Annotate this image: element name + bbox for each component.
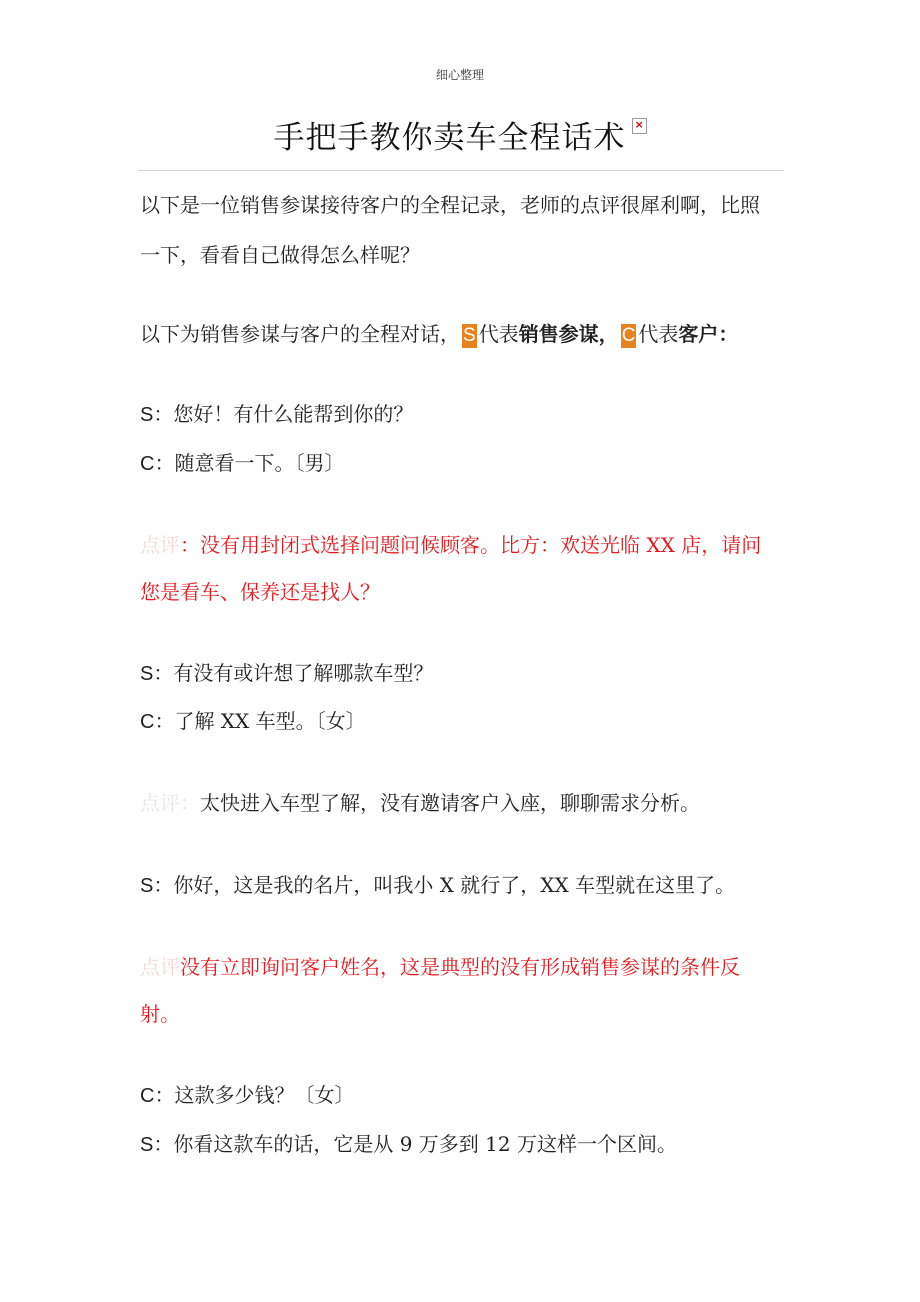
- speaker: C: [140, 1085, 155, 1107]
- utterance: 你好，这是我的名片，叫我小 X 就行了，XX 车型就在这里了。: [173, 873, 736, 897]
- utterance: 您好！有什么能帮到你的？: [173, 402, 414, 426]
- comment-label: 点评：: [140, 791, 200, 815]
- speaker: S: [140, 1134, 154, 1156]
- intro-line-2: 一下，看看自己做得怎么样呢？: [140, 243, 420, 267]
- separator: ：: [153, 661, 174, 685]
- dialog-line: [140, 1120, 785, 1169]
- intro-line-1: 以下是一位销售参谋接待客户的全程记录，老师的点评很犀利啊，比照: [140, 193, 760, 217]
- legend-end: ：: [718, 322, 739, 346]
- utterance: 有没有或许想了解哪款车型？: [173, 661, 434, 685]
- comment-1-line-1: [140, 521, 785, 569]
- separator: ：: [153, 402, 174, 426]
- legend-line: [140, 310, 785, 358]
- speaker: C: [140, 711, 155, 733]
- utterance: 随意看一下。〔男〕: [174, 451, 345, 475]
- dialog-line: [140, 861, 785, 910]
- speaker: C: [140, 453, 155, 475]
- dialog-line: [140, 1071, 785, 1120]
- comment-label: 点评: [140, 955, 180, 979]
- speaker-tag-s: S: [463, 325, 476, 346]
- speaker-tag-c: C: [621, 325, 636, 346]
- dialog-line: [140, 439, 785, 488]
- speaker: S: [140, 875, 154, 897]
- legend-prefix: 以下为销售参谋与客户的全程对话，: [140, 322, 460, 346]
- comment-3-line-1: [140, 943, 785, 991]
- utterance: 你看这款车的话，它是从 9 万多到 12 万这样一个区间。: [173, 1132, 677, 1156]
- comment-2-line: [140, 779, 785, 827]
- separator: ：: [154, 451, 175, 475]
- separator: ：: [153, 1132, 174, 1156]
- title-divider: [138, 170, 784, 171]
- comment-text: ：没有用封闭式选择问题问候顾客。比方：欢送光临 XX 店，请问: [180, 533, 762, 557]
- separator: ：: [153, 873, 174, 897]
- header-note: 细心整理: [435, 68, 484, 82]
- speaker: S: [140, 404, 154, 426]
- dialog-line: [140, 649, 785, 698]
- comment-label: 点评: [140, 533, 180, 557]
- legend-c-role: 客户: [678, 322, 719, 346]
- legend-c-text: 代表: [638, 322, 679, 346]
- page-title: 手把手教你卖车全程话术: [273, 120, 626, 156]
- dialog-line: [140, 697, 785, 746]
- utterance: 了解 XX 车型。〔女〕: [174, 709, 366, 733]
- legend-s-text: 代表: [478, 322, 519, 346]
- comment-1-line-2: 您是看车、保养还是找人？: [140, 580, 380, 604]
- utterance: 这款多少钱？〔女〕: [174, 1083, 355, 1107]
- dialog-line: [140, 390, 785, 439]
- comment-3-line-2: 射。: [140, 1002, 180, 1026]
- separator: ：: [154, 1083, 175, 1107]
- title-row: [0, 112, 920, 157]
- comment-text: 没有立即询问客户姓名，这是典型的没有形成销售参谋的条件反: [180, 955, 740, 979]
- comment-text: 太快进入车型了解，没有邀请客户入座，聊聊需求分析。: [200, 791, 700, 815]
- separator: ：: [154, 709, 175, 733]
- broken-image-icon: ×: [632, 118, 647, 134]
- legend-s-role: 销售参谋，: [518, 322, 619, 346]
- speaker: S: [140, 663, 154, 685]
